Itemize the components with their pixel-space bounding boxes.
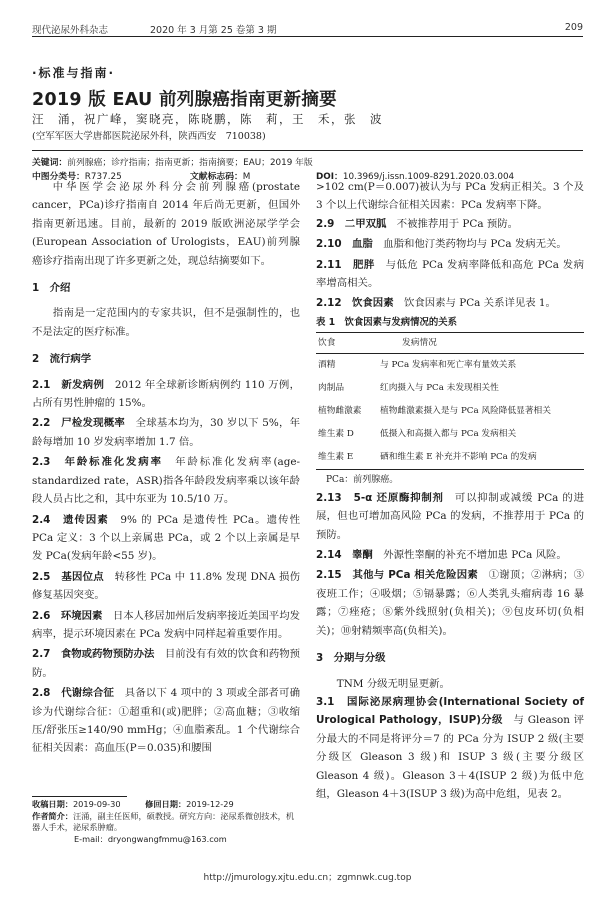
subsection-text: ①谢顶；②淋病；③夜班工作；④吸烟；⑤镉暴露；⑥人类乳头瘤病毒 16 暴露；⑦痤疮；⑧紫外线照射(负相关)；⑨包皮环切(负相关)；⑩射精频率高(负相关)。 [316, 569, 585, 637]
received-date: 2019-09-30 [72, 799, 121, 809]
table-header-cell: 饮食 [316, 332, 378, 353]
subsection-2-5 [32, 568, 300, 605]
author-bio [32, 811, 300, 834]
header-rule [32, 36, 583, 37]
subsection-text: 全球基本均为，30 岁以下 5%，年龄每增加 10 岁发病率增加 1.7 倍。 [32, 417, 301, 448]
subsection-text: 日本人移居加州后发病率接近美国平均发病率，提示环境因素在 PCa 发病中同样起着重要作用。 [32, 609, 300, 640]
subsection-text: 目前没有有效的饮食和药物预防。 [32, 648, 301, 679]
subsection-label: 2.13 5-α 还原酶抑制剂 [316, 491, 444, 504]
subsection-2-7 [32, 645, 300, 682]
subsection-2-6 [32, 607, 300, 644]
dates-line [32, 799, 300, 811]
table-cell: 与 PCa 发病率和死亡率有量效关系 [380, 359, 517, 370]
footnote-rule [32, 796, 127, 797]
author-email: E-mail：dryongwangfmmu@163.com [74, 833, 227, 844]
author-bio-text: 汪涌，副主任医师，硕教授。研究方向：泌尿系微创技术，机器人手术，泌尿系肿瘤。 [32, 810, 295, 833]
subsection-label: 2.8 代谢综合征 [32, 687, 115, 700]
table-cell: 红肉摄入与 PCa 未发现相关性 [380, 382, 499, 393]
table-row [316, 400, 584, 423]
table-note: PCa：前列腺癌。 [326, 474, 399, 485]
subsection-2-15 [316, 566, 584, 640]
subsection-text: 外源性睾酮的补充不增加患 PCa 风险。 [372, 549, 567, 562]
subsection-label: 2.14 睾酮 [316, 549, 373, 562]
subsection-text: 2012 年全球新诊断病例约 110 万例，占所有男性肿瘤的 15%。 [32, 378, 300, 410]
subsection-label: 2.12 饮食因素 [316, 297, 394, 310]
subsection-text: 可以抑制或减缓 PCa 的进展，但也可增加高风险 PCa 的发病，不推荐用于 PCa 的预防。 [316, 491, 585, 541]
doc-code-label: 文献标志码： [190, 172, 243, 182]
left-column [32, 178, 300, 758]
right-column [316, 178, 584, 803]
article-title: 2019 版 EAU 前列腺癌指南更新摘要 [32, 90, 337, 110]
intro-paragraph: 中华医学会泌尿外科分会前列腺癌(prostate cancer，PCa)诊疗指南自 2014 年后尚无更新，但国外指南更新迅速。目前，最新的 2019 版欧洲泌尿学学会(European Association of Urologists，EAU)前列腺癌诊疗指南出现了许多更新之处，现总结摘要如下。 [32, 181, 300, 267]
table-row [316, 423, 584, 446]
subsection-label: 2.1 新发病例 [32, 378, 105, 391]
subsection-label: 2.5 基因位点 [32, 570, 104, 583]
section-1-heading: 1 介绍 [32, 282, 71, 295]
subsection-2-14 [316, 546, 584, 564]
subsection-label: 3.1 国际泌尿病理协会(International Society of Urological Pathology，ISUP)分级 [316, 695, 584, 727]
subsection-2-1 [32, 376, 300, 413]
section-3-heading: 3 分期与分级 [316, 652, 386, 665]
table-row [316, 353, 584, 377]
doi: 10.3969/j.issn.1009-8291.2020.03.004 [342, 172, 515, 182]
table-1 [316, 332, 584, 470]
subsection-label: 2.4 遗传因素 [32, 513, 109, 526]
authors: 汪 涌，祝广峰，窦晓亮，陈晓鹏，陈 莉，王 禾，张 波 [32, 112, 383, 126]
page-number: 209 [564, 22, 583, 33]
author-bio-label: 作者简介： [32, 810, 73, 821]
keywords-label: 关键词： [32, 158, 68, 168]
bottom-url: http://jmurology.xjtu.edu.cn；zgmnwk.cug.top [203, 873, 412, 883]
subsection-2-11 [316, 256, 584, 293]
table-cell: 维生素 E [316, 446, 378, 470]
subsection-text: 9% 的 PCa 是遗传性 PCa。遗传性 PCa 定义：3 个以上亲属患 PCa，或 2 个以上亲属是早发 PCa(发病年龄<55 岁)。 [32, 513, 300, 563]
table-1-caption: 表 1 饮食因素与发病情况的关系 [316, 316, 458, 328]
clc-label: 中图分类号： [32, 172, 85, 182]
table-cell: 植物雌激素摄入是与 PCa 风险降低显著相关 [380, 405, 551, 416]
subsection-text: 具备以下 4 项中的 3 项或全部者可确诊为代谢综合征：①超重和(或)肥胖；②高血糖；③收缩压/舒张压≥140/90 mmHg；④血脂紊乱。1 个代谢综合征相关因素：高血压(P＝0.035)和腰围 [32, 687, 300, 755]
subsection-text: 年龄标准化发病率(age-standardized rate，ASR)指各年龄段发病率乘以该年龄段人员占比之和，其中东亚为 10.5/10 万。 [32, 456, 301, 506]
subsection-label: 2.2 尸检发现概率 [32, 417, 126, 430]
table-row [316, 446, 584, 470]
journal-name: 现代泌尿外科杂志 [32, 25, 109, 36]
subsection-text: 转移性 PCa 中 11.8% 发现 DNA 损伤修复基因突变。 [32, 570, 300, 602]
issue-info: 2020 年 3 月第 25 卷第 3 期 [150, 25, 277, 36]
affiliation: (空军军医大学唐都医院泌尿外科，陕西西安 710038) [32, 131, 266, 142]
table-header-row [316, 332, 584, 353]
subsection-label: 2.7 食物或药物预防办法 [32, 648, 155, 661]
subsection-text: 不被推荐用于 PCa 预防。 [386, 217, 519, 230]
section-3-text: TNM 分级无明显更新。 [336, 677, 450, 690]
subsection-text: 与低危 PCa 发病率降低和高危 PCa 发病率增高相关。 [316, 258, 585, 290]
revised-date: 2019-12-29 [186, 799, 234, 809]
table-header-cell: 发病情况 [378, 332, 584, 353]
section-1-text: 指南是一定范围内的专家共识，但不是强制性的，也不是法定的医疗标准。 [32, 307, 300, 338]
subsection-2-4 [32, 511, 300, 566]
revised-label: 修回日期： [145, 799, 187, 809]
table-cell: 低摄入和高摄入都与 PCa 发病相关 [380, 428, 517, 439]
section-2-heading: 2 流行病学 [32, 353, 92, 366]
continued-text: >102 cm(P＝0.007)被认为与 PCa 发病正相关。3 个及 3 个以上代谢综合征相关因素：PCa 发病率下降。 [316, 181, 584, 212]
keywords-line [32, 155, 313, 168]
subsection-text: 血脂和他汀类药物均与 PCa 发病无关。 [372, 238, 567, 251]
subsection-text: 饮食因素与 PCa 关系详见表 1。 [393, 297, 556, 310]
keywords: 前列腺癌；诊疗指南；指南更新；指南摘要；EAU；2019 年版 [67, 158, 313, 168]
meta-top-rule [32, 150, 583, 151]
subsection-label: 2.3 年龄标准化发病率 [32, 456, 163, 469]
subsection-2-3 [32, 453, 300, 508]
subsection-3-1 [316, 693, 584, 803]
table-cell: 硒和维生素 E 补充并不影响 PCa 的发病 [378, 446, 584, 470]
subsection-2-10 [316, 235, 584, 253]
subsection-2-2 [32, 414, 300, 451]
subsection-2-13 [316, 489, 584, 544]
received-label: 收稿日期： [32, 799, 73, 809]
table-cell: 酒精 [318, 359, 336, 370]
subsection-label: 2.11 肥胖 [316, 258, 375, 271]
table-row [316, 377, 584, 400]
table-cell: 植物雌激素 [318, 405, 362, 416]
subsection-2-8 [32, 684, 300, 758]
subsection-label: 2.15 其他与 PCa 相关危险因素 [316, 569, 479, 582]
subsection-2-9 [316, 215, 584, 233]
table-cell: 维生素 D [318, 428, 354, 439]
table-cell: 肉制品 [318, 382, 345, 393]
subsection-label: 2.10 血脂 [316, 238, 373, 251]
doi-label: DOI： [316, 172, 343, 182]
section-tag: ·标准与指南· [32, 66, 116, 80]
subsection-text: 与 Gleason 评分最大的不同是将评分＝7 的 PCa 分为 ISUP 2 级(主要分级区 Gleason 3 级)和 ISUP 3 级(主要分级区 Gleason 4 级)。Gleason 3＋4(ISUP 2 级)为低中危组，Gleason 4＋3(ISUP 3 级)为高中危组，见表 2。 [316, 714, 584, 800]
subsection-label: 2.6 环境因素 [32, 609, 103, 622]
doc-code: M [242, 172, 251, 182]
subsection-2-12 [316, 294, 584, 312]
clc-code: R737.25 [84, 172, 122, 182]
subsection-label: 2.9 二甲双胍 [316, 217, 387, 230]
footnote [32, 796, 300, 845]
